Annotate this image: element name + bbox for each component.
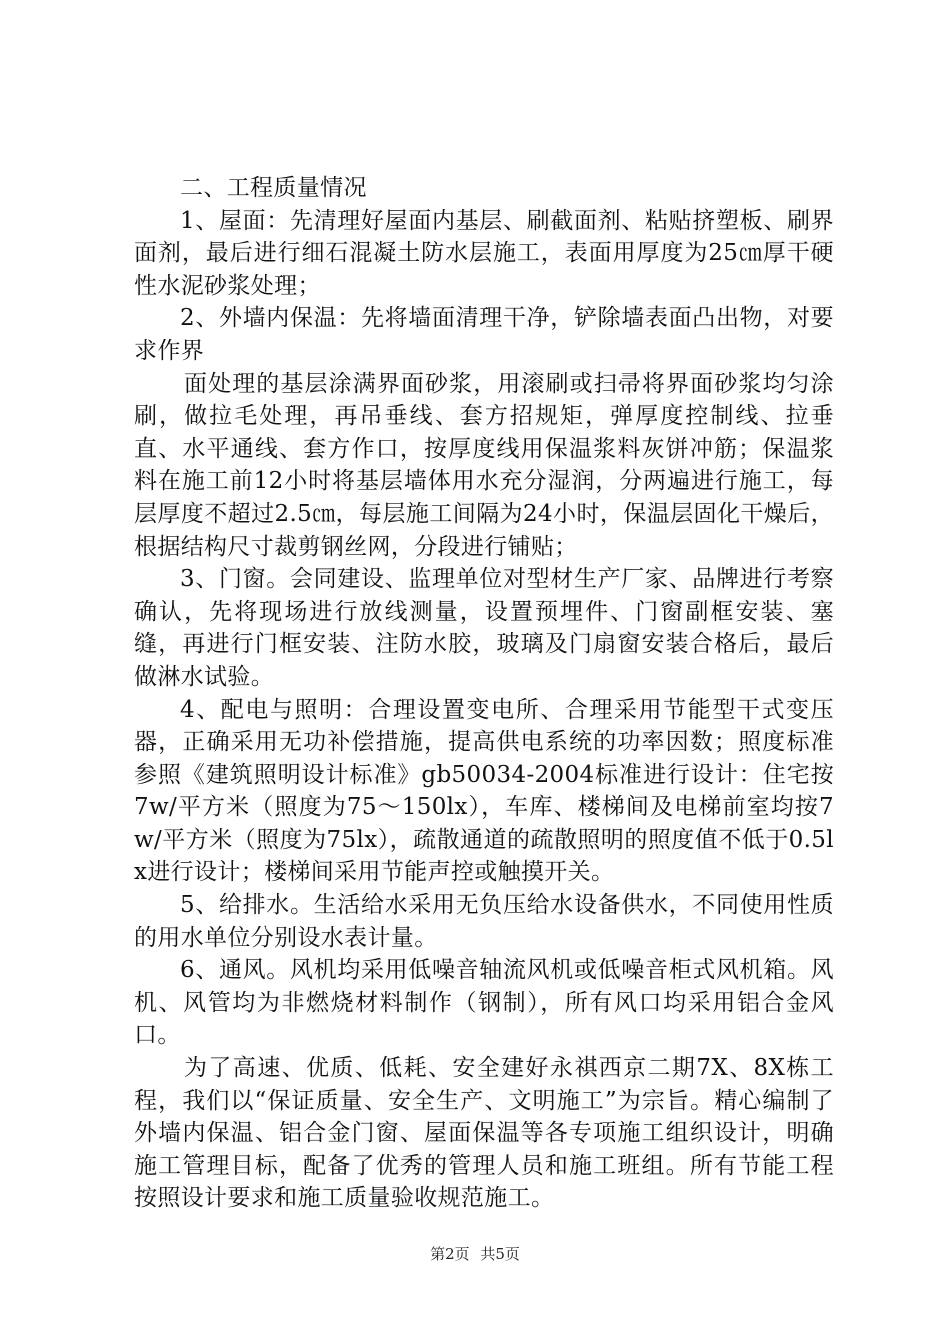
- paragraph-summary: 为了高速、优质、低耗、安全建好永祺西京二期7X、8X栋工程，我们以“保证质量、安全生产、文明施工”为宗旨。精心编制了外墙内保温、铝合金门窗、屋面保温等各专项施工组织设计，明确施工管理目标，配备了优秀的管理人员和施工班组。所有节能工程按照设计要求和施工质量验收规范施工。: [134, 1055, 834, 1212]
- section-heading: 二、工程质量情况: [180, 175, 367, 201]
- paragraph-roof: 1、屋面：先清理好屋面内基层、刷截面剂、粘贴挤塑板、刷界面剂，最后进行细石混凝土防水层施工，表面用厚度为25㎝厚干硬性水泥砂浆处理；: [134, 207, 834, 299]
- paragraph-ventilation: 6、通风。风机均采用低噪音轴流风机或低噪音柜式风机箱。风机、风管均为非燃烧材料制作（钢制），所有风口均采用铝合金风口。: [134, 957, 834, 1049]
- paragraph-power-lighting: 4、配电与照明：合理设置变电所、合理采用节能型干式变压器，正确采用无功补偿措施，提高供电系统的功率因数；照度标准参照《建筑照明设计标准》gb50034-2004标准进行设计：住宅按7w/平方米（照度为75～150lx），车库、楼梯间及电梯前室均按7w/平方米（照度为75lx），疏散通道的疏散照明的照度值不低于0.5lx进行设计；楼梯间采用节能声控或触摸开关。: [134, 696, 834, 886]
- paragraph-doors-windows: 3、门窗。会同建设、监理单位对型材生产厂家、品牌进行考察确认，先将现场进行放线测量，设置预埋件、门窗副框安装、塞缝，再进行门框安装、注防水胶，玻璃及门扇窗安装合格后，最后做淋水试验。: [134, 566, 834, 690]
- page-footer: 第2页 共5页: [430, 1245, 520, 1263]
- document-body: [134, 172, 834, 1215]
- paragraph-water-supply: 5、给排水。生活给水采用无负压给水设备供水，不同使用性质的用水单位分别设水表计量。: [134, 892, 834, 951]
- paragraph-wall-insulation: 2、外墙内保温：先将墙面清理干净，铲除墙表面凸出物，对要求作界: [134, 305, 834, 364]
- paragraph-wall-insulation-continued: 面处理的基层涂满界面砂浆，用滚刷或扫帚将界面砂浆均匀涂刷，做拉毛处理，再吊垂线、套方招规矩，弹厚度控制线、拉垂直、水平通线、套方作口，按厚度线用保温浆料灰饼冲筋；保温浆料在施工前12小时将基层墙体用水充分湿润，分两遍进行施工，每层厚度不超过2.5㎝，每层施工间隔为24小时，保温层固化干燥后，根据结构尺寸裁剪钢丝网，分段进行铺贴；: [134, 370, 834, 560]
